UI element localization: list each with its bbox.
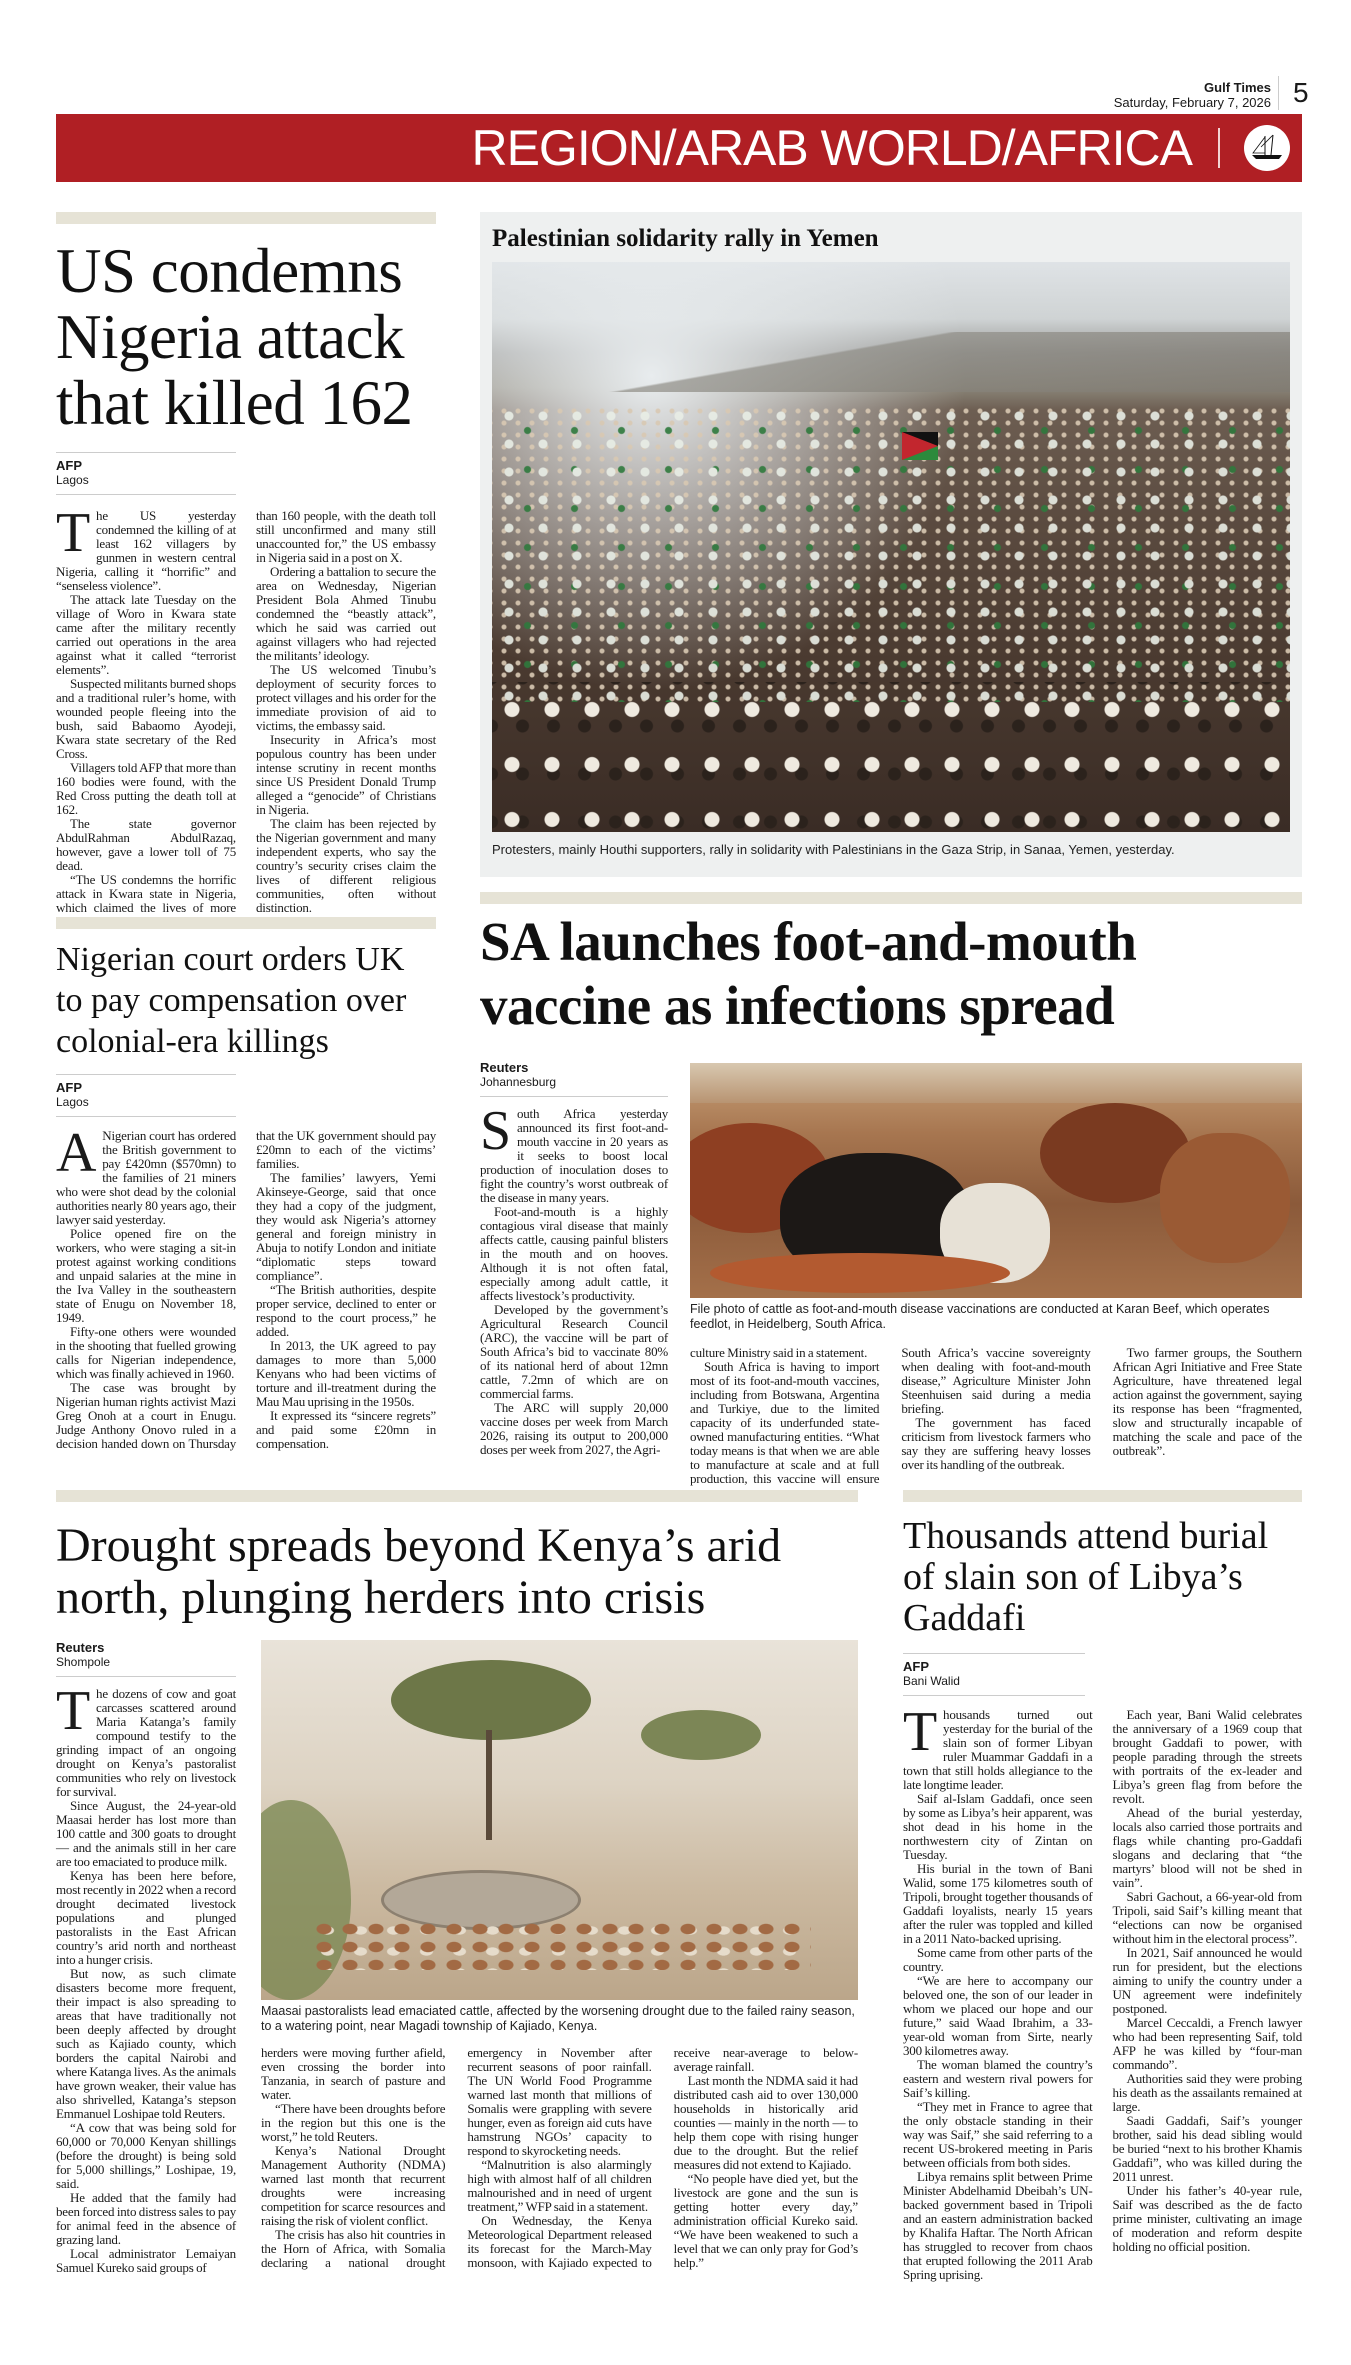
issue-date: Saturday, February 7, 2026 [1113, 95, 1271, 110]
headline: Thousands attend burial of slain son of Libya’s Gaddafi [903, 1515, 1269, 1639]
article-body [903, 1701, 1302, 2282]
article-paragraph: On Wednesday, the Kenya Meteorological Department released its forecast for the March-May monsoon, with Kajiado expected to receive near-average to below-average rainfall. [467, 2045, 858, 2270]
byline [480, 1060, 668, 1097]
article-paragraph: Developed by the government’s Agricultural Research Council (ARC), the vaccine will be part of South Africa’s bid to vaccinate 80% of its national herd of about 12mn cattle, 7.2mn of which are on commercial farms. [480, 1302, 668, 1401]
article-top-rule [56, 917, 436, 929]
article-paragraph: The state governor AbdulRahman AbdulRazaq, however, gave a lower toll of 75 dead. [56, 816, 236, 873]
article-paragraph: Marcel Ceccaldi, a French lawyer who had been representing Saif, told AFP he was killed by “four-man commando”. [1112, 2015, 1302, 2072]
article-nigeria-court [56, 917, 436, 1451]
article-paragraph: Ahead of the burial yesterday, locals also carried those portraits and flags while chanting pro-Gaddafi slogans and declaring that “the martyrs’ blood will not be shed in vain”. [1112, 1805, 1302, 1890]
article-paragraph: Kenya’s National Drought Management Authority (NDMA) warned last month that recurrent droughts were increasing competition for scarce resources and raising the risk of violent conflict. [261, 2143, 446, 2228]
article-paragraph: South Africa is having to import most of its foot-and-mouth vaccines, including from Botswana, Argentina and Turkiye, due to the limited capacity of its underfunded state-owned manufacturing entities. “What today means is that when we are able to manufacture at scale and at full production, this vaccine will ensure South Africa’s vaccine sovereignty when dealing with foot-and-mouth disease,” Agriculture Minister John Steenhuisen said during a media briefing. [690, 1345, 1091, 1486]
article-paragraph: The claim has been rejected by the Nigerian government and many independent experts, who say the country’s security crises claim the lives of different religious communities, often without distinction. [256, 816, 436, 915]
cattle-photo [690, 1063, 1302, 1298]
headline: Drought spreads beyond Kenya’s arid north, plunging herders into crisis [56, 1519, 782, 1624]
article-paragraph: “No people have died yet, but the livestock are gone and the sun is getting hotter every day,” administration official Kureko said. “We have been weakened to such a level that we can only pray for God’s help.” [673, 2171, 858, 2270]
article-paragraph: “There have been droughts before in the region but this one is the worst,” he told Reuters. [261, 2101, 446, 2144]
article-paragraph: Suspected militants burned shops and a traditional ruler’s home, with wounded people fleeing into the bush, said Babaomo Ayodeji, Kwara state secretary of the Red Cross. [56, 676, 236, 761]
article-body-lead [56, 1680, 237, 2275]
photo-caption: File photo of cattle as foot-and-mouth disease vaccinations are conducted at Karan Beef, which operates feedlot, in Heidelberg, South Africa. [690, 1302, 1270, 1331]
article-paragraph: Ordering a battalion to secure the area on Wednesday, Nigerian President Bola Ahmed Tinubu condemned the “beastly attack”, which he said was carried out against villagers who had rejected the militants’ ideology. [256, 564, 436, 663]
article-paragraph: Insecurity in Africa’s most populous country has been under intense scrutiny in recent months since US President Donald Trump alleged a “genocide” of Christians in Nigeria. [256, 732, 436, 817]
article-paragraph: The government has faced criticism from livestock farmers who say they are suffering heavy losses over its handling of the outbreak. [901, 1415, 1091, 1472]
article-top-rule [480, 892, 1302, 904]
article-paragraph: “The US condemns the horrific attack in Kwara state in Nigeria, which claimed the lives of more than 160 people, with the death toll still unconfirmed and many still unaccounted for,” the US embassy in Nigeria said in a post on X. [56, 508, 436, 915]
article-sa-vaccine [480, 892, 1302, 1486]
article-paragraph: In 2013, the UK agreed to pay damages to more than 5,000 Kenyans who had been victims of torture and ill-treatment during the Mau Mau uprising in the 1950s. [256, 1338, 436, 1409]
article-paragraph: The families’ lawyers, Yemi Akinseye-George, said that once they had a copy of the judgment, they would ask Nigeria’s attorney general and foreign ministry in Abuja to notify London and initiate “diplomatic steps toward compliance”. [256, 1170, 436, 1283]
article-paragraph: Saif al-Islam Gaddafi, once seen by some as Libya’s heir apparent, was shot dead in his home in the northwestern city of Zintan on Tuesday. [903, 1791, 1093, 1862]
publication-name: Gulf Times [1204, 80, 1271, 95]
byline [56, 1074, 236, 1117]
masthead [1114, 80, 1271, 110]
article-paragraph: Under his father’s 40-year rule, Saif was described as the de facto prime minister, cultivating an image of moderation and reform despite holding no official position. [1112, 2183, 1302, 2254]
article-kenya-drought [56, 1490, 858, 2275]
article-paragraph: culture Ministry said in a statement. [690, 1345, 868, 1360]
article-paragraph: Since August, the 24-year-old Maasai herder has lost more than 100 cattle and 300 goats to drought — and the animals still in her care are too emaciated to produce milk. [56, 1798, 236, 1869]
drought-photo [261, 1640, 858, 2000]
article-body [56, 1122, 436, 1451]
article-paragraph: Kenya has been here before, most recently in 2022 when a record drought decimated livestock populations and plunged pastoralists in the East African country’s arid north and northeast into a hunger crisis. [56, 1868, 236, 1967]
article-paragraph: Foot-and-mouth is a highly contagious viral disease that mainly affects cattle, causing painful blisters in the mouth and on hooves. Although it is not often fatal, especially among adult cattle, it affects livestock’s productivity. [480, 1204, 668, 1303]
byline [903, 1653, 1085, 1696]
article-paragraph: The attack late Tuesday on the village of Woro in Kwara state came after the military recently carried out operations in the area against what it called “terrorist elements”. [56, 592, 236, 677]
article-paragraph: “We are here to accompany our beloved one, the son of our leader in whom we placed our hope and our future,” said Waad Ibrahim, a 33-year-old woman from Sirte, nearly 300 kilometres away. [903, 1973, 1093, 2058]
dhow-boat-icon [1244, 125, 1290, 171]
photo-caption: Maasai pastoralists lead emaciated cattle, affected by the worsening drought due to the failed rainy season, to a watering point, near Magadi township of Kajiado, Kenya. [261, 2004, 855, 2033]
article-paragraph: Villagers told AFP that more than 160 bodies were found, with the Red Cross putting the death toll at 162. [56, 760, 236, 817]
agency: AFP [56, 458, 82, 473]
article-paragraph: Fifty-one others were wounded in the shooting that fuelled growing calls for Nigerian independence, which was finally achieved in 1960. [56, 1324, 236, 1381]
article-paragraph: Some came from other parts of the country. [903, 1945, 1093, 1974]
article-paragraph: The US welcomed Tinubu’s deployment of security forces to protect villages and his order for the immediate provision of aid to victims, the embassy said. [256, 662, 436, 733]
article-paragraph: Sabri Gachout, a 66-year-old from Tripoli, said Saif’s killing meant that “elections can now be organised without him in the electoral process”. [1112, 1889, 1302, 1946]
dateline: Shompole [56, 1655, 111, 1669]
article-top-rule [903, 1490, 1302, 1502]
article-paragraph: In 2021, Saif announced he would run for president, but the elections aiming to unify the country under a UN agreement were indefinitely postponed. [1112, 1945, 1302, 2016]
article-paragraph: The case was brought by Nigerian human rights activist Mazi Greg Onoh at a court in Enugu. Judge Anthony Onovo ruled in a decision handed down on Thursday that the UK government should pay £20mn to each of the victims’ families. [56, 1128, 436, 1451]
agency: AFP [56, 1080, 82, 1095]
article-paragraph: His burial in the town of Bani Walid, some 175 kilometres south of Tripoli, brought together thousands of Gaddafi loyalists, nearly 15 years after the ruler was toppled and killed in a 2011 Nato-backed uprising. [903, 1861, 1093, 1946]
article-paragraph: “They met in France to agree that the only obstacle standing in their way was Saif,” she said referring to a recent US-brokered meeting in Paris between officials from both sides. [903, 2099, 1093, 2170]
article-paragraph: Authorities said they were probing his death as the assailants remained at large. [1112, 2071, 1302, 2114]
article-paragraph: But now, as such climate disasters become more frequent, their impact is also spreading to areas that have traditionally not been deeply affected by drought such as Kajiado county, which borders the capital Nairobi and where Katanga lives. As the animals have grown weaker, their value has also shrivelled, Katanga’s stepson Emmanuel Loshipae told Reuters. [56, 1966, 236, 2121]
article-paragraph: Libya remains split between Prime Minister Abdelhamid Dbeibah’s UN-backed government based in Tripoli and an eastern administration backed by Khalifa Haftar. The North African has struggled to recover from chaos that erupted following the 2011 Arab Spring uprising. [903, 2169, 1093, 2282]
article-paragraph: herders were moving further afield, even crossing the border into Tanzania, in search of pasture and water. [261, 2045, 446, 2102]
article-top-rule [56, 212, 436, 224]
article-paragraph: Last month the NDMA said it had distributed cash aid to over 130,000 households in historically arid counties — mainly in the north — to help them cope with rising hunger due to the drought. But the relief measures did not extend to Kajiado. [673, 2073, 858, 2172]
article-paragraph: “Malnutrition is also alarmingly high with almost half of all children malnourished and in need of urgent treatment,” WFP said in a statement. [467, 2157, 652, 2214]
headline: SA launches foot-and-mouth vaccine as infections spread [480, 911, 1137, 1036]
article-paragraph: “A cow that was being sold for 60,000 or 70,000 Kenyan shillings (before the drought) is being sold for 5,000 shillings,” Loshipae, 19, said. [56, 2120, 236, 2191]
section-title: REGION/ARAB WORLD/AFRICA [471, 120, 1192, 176]
dateline: Johannesburg [480, 1075, 557, 1089]
article-paragraph: ANigerian court has ordered the British government to pay £420mn ($570mn) to the families of 21 miners who were shot dead by the colonial authorities nearly 80 years ago, their lawyer said yesterday. [56, 1122, 236, 1227]
photo-caption: Protesters, mainly Houthi supporters, rally in solidarity with Palestinians in the Gaza Strip, in Sanaa, Yemen, yesterday. [492, 842, 1175, 857]
article-body-continued [690, 1346, 1302, 1486]
photo-title: Palestinian solidarity rally in Yemen [492, 225, 879, 252]
headline: Nigerian court orders UK to pay compensation over colonial-era killings [56, 941, 407, 1060]
article-paragraph: The dozens of cow and goat carcasses scattered around Maria Katanga’s family compound testify to the grinding impact of an ongoing drought on Kenya’s pastoralist communities who rely on livestock for survival. [56, 1680, 236, 1799]
article-paragraph: “The British authorities, despite proper service, declined to enter or respond to the court process,” he added. [256, 1282, 436, 1339]
article-body [56, 502, 436, 915]
banner-divider [1218, 128, 1220, 168]
article-libya-gaddafi [903, 1490, 1302, 2282]
byline [56, 1640, 236, 1677]
article-paragraph: Two farmer groups, the Southern African Agri Initiative and Free State Agriculture, have threatened legal action against the government, saying its response has been “fragmented, slow and structurally incapable of matching the scale and pace of the outbreak”. [1112, 1345, 1302, 1458]
article-top-rule [56, 1490, 858, 1502]
article-paragraph: The ARC will supply 20,000 vaccine doses per week from March 2026, raising its output to 200,000 doses per week from 2027, the Agri- [480, 1400, 668, 1457]
article-paragraph: Local administrator Lemaiyan Samuel Kureko said groups of [56, 2246, 236, 2275]
page-number: 5 [1278, 76, 1309, 110]
article-paragraph: He added that the family had been forced into distress sales to pay for animal feed in the absence of grazing land. [56, 2190, 237, 2247]
article-paragraph: Saadi Gaddafi, Saif’s younger brother, said his dead sibling would be buried “next to his brother Khamis Gaddafi”, who was killed during the 2011 unrest. [1112, 2113, 1302, 2184]
article-paragraph: The woman blamed the country’s eastern and western rival powers for Saif’s killing. [903, 2057, 1093, 2100]
photo-feature-yemen [480, 212, 1302, 877]
article-paragraph: The crisis has also hit countries in the Horn of Africa, with Somalia declaring a national drought emergency in November after recurrent seasons of poor rainfall. The UN World Food Programme warned last month that millions of Somalis were grappling with severe hunger, even as foreign aid cuts have hamstrung NGOs’ capacity to respond to skyrocketing needs. [261, 2045, 652, 2270]
agency: Reuters [56, 1640, 105, 1655]
rally-photo [492, 262, 1290, 832]
section-banner [56, 114, 1302, 182]
byline [56, 452, 236, 495]
article-paragraph: South Africa yesterday announced its first foot-and-mouth vaccine in 20 years as it seeks to boost local production of inoculation doses to fight the country’s worst outbreak of the disease in many years. [480, 1100, 668, 1205]
article-paragraph: Thousands turned out yesterday for the burial of the slain son of former Libyan ruler Muammar Gaddafi in a town that still holds allegiance to the late longtime leader. [903, 1701, 1093, 1792]
article-paragraph: The US yesterday condemned the killing of at least 162 villagers by gunmen in western central Nigeria, calling it “horrific” and “senseless violence”. [56, 502, 236, 593]
article-paragraph: Each year, Bani Walid celebrates the anniversary of a 1969 coup that brought Gaddafi to power, with people parading through the streets with portraits of the ex-leader and Libya’s green flag from before the revolt. [1112, 1707, 1302, 1806]
article-body-continued [261, 2046, 858, 2270]
agency: Reuters [480, 1060, 529, 1075]
article-body-lead [480, 1100, 668, 1457]
article-paragraph: It expressed its “sincere regrets” and paid some £20mn in compensation. [256, 1408, 436, 1451]
dateline: Bani Walid [903, 1674, 960, 1688]
article-paragraph: Police opened fire on the workers, who were staging a sit-in protest against working conditions and unpaid salaries at the mine in the Iva Valley in the southeastern state of Enugu on November 18, 1949. [56, 1226, 236, 1325]
headline: US condemns Nigeria attack that killed 162 [56, 236, 413, 438]
agency: AFP [903, 1659, 929, 1674]
dateline: Lagos [56, 1095, 89, 1109]
dateline: Lagos [56, 473, 89, 487]
article-us-nigeria [56, 212, 436, 915]
